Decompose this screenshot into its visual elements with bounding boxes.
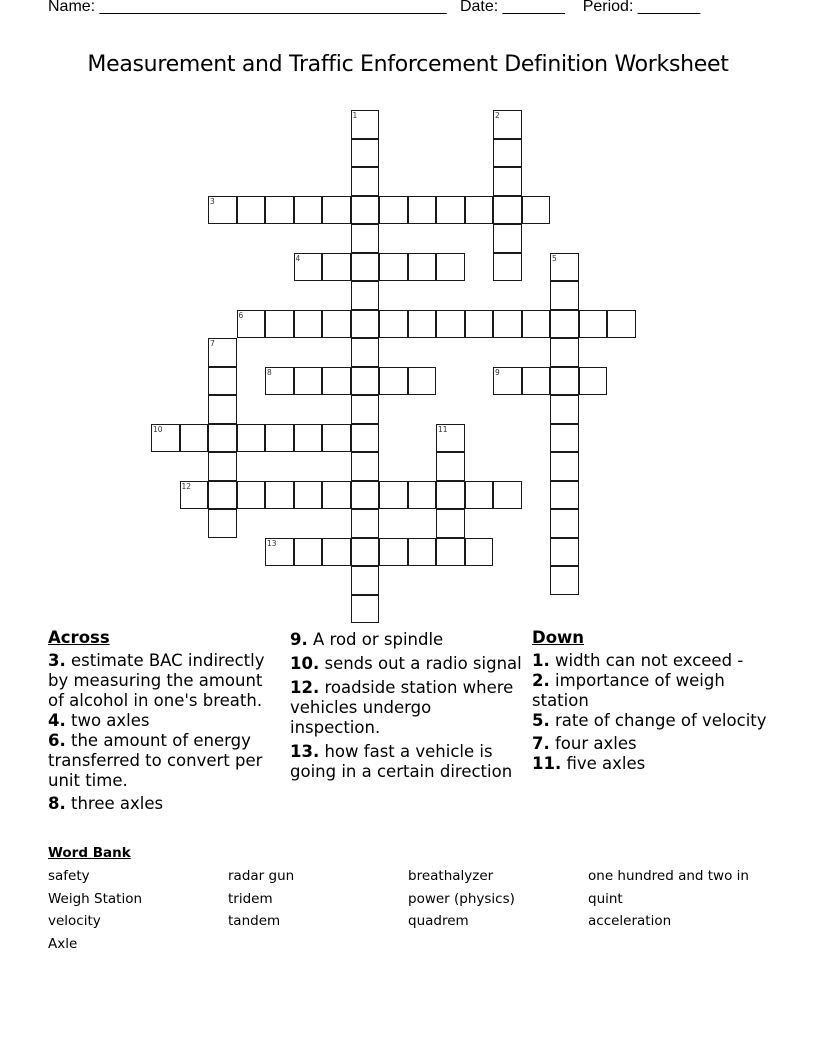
crossword-cell[interactable] — [322, 367, 351, 396]
crossword-cell[interactable] — [208, 424, 237, 453]
clue-down-5: 5. rate of change of velocity — [532, 711, 767, 730]
crossword-cell[interactable] — [436, 509, 465, 538]
crossword-cell[interactable] — [322, 538, 351, 567]
crossword-cell[interactable] — [351, 538, 380, 567]
crossword-cell[interactable] — [351, 509, 380, 538]
clue-number: 13 — [267, 538, 277, 548]
crossword-cell[interactable] — [408, 253, 437, 282]
crossword-cell[interactable] — [379, 310, 408, 339]
crossword-cell[interactable] — [522, 196, 551, 225]
word-bank-item: velocity — [48, 913, 101, 929]
word-bank-item: power (physics) — [408, 890, 515, 907]
across-clues — [48, 628, 280, 814]
crossword-cell[interactable] — [493, 310, 522, 339]
crossword-cell[interactable] — [237, 310, 266, 339]
crossword-cell[interactable] — [237, 481, 266, 510]
crossword-cell[interactable] — [351, 139, 380, 168]
crossword-cell[interactable] — [237, 196, 266, 225]
clue-down-1: 1. width can not exceed - — [532, 651, 744, 670]
word-bank-item: quadrem — [408, 913, 469, 929]
crossword-cell[interactable] — [294, 481, 323, 510]
crossword-cell[interactable] — [351, 566, 380, 595]
crossword-cell[interactable] — [322, 424, 351, 453]
crossword-cell[interactable] — [265, 196, 294, 225]
crossword-cell[interactable] — [351, 310, 380, 339]
crossword-cell[interactable] — [436, 310, 465, 339]
page-title: Measurement and Traffic Enforcement Definition Worksheet — [87, 52, 729, 77]
crossword-cell[interactable] — [151, 424, 180, 453]
crossword-cell[interactable] — [237, 424, 266, 453]
crossword-cell[interactable] — [436, 196, 465, 225]
word-bank-item: tandem — [228, 913, 281, 929]
crossword-cell[interactable] — [208, 452, 237, 481]
crossword-cell[interactable] — [550, 367, 579, 396]
down-clues — [532, 628, 772, 774]
word-bank-item: breathalyzer — [408, 868, 494, 884]
crossword-cell[interactable] — [208, 395, 237, 424]
across-heading: Across — [48, 628, 110, 647]
crossword-cell[interactable] — [351, 395, 380, 424]
crossword-cell[interactable] — [351, 481, 380, 510]
word-bank-list — [48, 867, 768, 953]
clue-down-11: 11. five axles — [532, 754, 646, 773]
word-bank-item: Axle — [48, 935, 78, 952]
crossword-cell[interactable] — [408, 310, 437, 339]
crossword-cell[interactable] — [208, 509, 237, 538]
clue-across-13: 13. how fast a vehicle is going in a certain direction — [290, 742, 513, 781]
crossword-cell[interactable] — [351, 452, 380, 481]
crossword-cell[interactable] — [607, 310, 636, 339]
crossword-cell[interactable] — [550, 538, 579, 567]
crossword-cell[interactable] — [379, 538, 408, 567]
crossword-cell[interactable] — [579, 310, 608, 339]
crossword-cell[interactable] — [379, 253, 408, 282]
clue-across-6: 6. the amount of energy transferred to convert per unit time. — [48, 731, 263, 790]
crossword-cell[interactable] — [180, 481, 209, 510]
crossword-cell[interactable] — [465, 310, 494, 339]
crossword-cell[interactable] — [351, 253, 380, 282]
crossword-cell[interactable] — [351, 338, 380, 367]
clue-across-3: 3. estimate BAC indirectly by measuring the amount of alcohol in one's breath. — [48, 651, 265, 710]
crossword-cell[interactable] — [550, 566, 579, 595]
crossword-cell[interactable] — [351, 424, 380, 453]
crossword-cell[interactable] — [351, 167, 380, 196]
crossword-cell[interactable] — [180, 424, 209, 453]
crossword-cell[interactable] — [294, 538, 323, 567]
crossword-cell[interactable] — [550, 338, 579, 367]
name-date-period-line: Name: _______________________________________ Date: _______ Period: _______ — [48, 0, 701, 15]
crossword-cell[interactable] — [351, 196, 380, 225]
clue-number: 12 — [181, 481, 192, 491]
crossword-cell[interactable] — [436, 253, 465, 282]
clue-number: 5 — [552, 253, 557, 263]
word-bank-item: Weigh Station — [48, 890, 143, 907]
crossword-cell[interactable] — [265, 310, 294, 339]
clue-down-7: 7. four axles — [532, 734, 637, 753]
down-heading: Down — [532, 628, 585, 647]
crossword-cell[interactable] — [265, 538, 294, 567]
clue-number: 11 — [438, 424, 448, 434]
word-bank-item: tridem — [228, 890, 273, 907]
crossword-cell[interactable] — [550, 509, 579, 538]
crossword-cell[interactable] — [493, 167, 522, 196]
crossword-cell[interactable] — [436, 538, 465, 567]
crossword-cell[interactable] — [265, 367, 294, 396]
crossword-cell[interactable] — [208, 196, 237, 225]
clue-number: 10 — [153, 424, 163, 434]
crossword-cell[interactable] — [408, 196, 437, 225]
crossword-cell[interactable] — [493, 196, 522, 225]
crossword-cell[interactable] — [550, 281, 579, 310]
crossword-cell[interactable] — [550, 452, 579, 481]
across-clues-continued — [290, 630, 522, 782]
crossword-cell[interactable] — [550, 481, 579, 510]
clue-across-9: 9. A rod or spindle — [290, 630, 444, 649]
crossword-cell[interactable] — [265, 481, 294, 510]
crossword-cell[interactable] — [351, 367, 380, 396]
word-bank-item: radar gun — [228, 868, 295, 884]
clue-across-4: 4. two axles — [48, 711, 150, 730]
crossword-cell[interactable] — [379, 367, 408, 396]
clue-number: 1 — [352, 111, 358, 120]
crossword-cell[interactable] — [408, 367, 437, 396]
clue-number: 8 — [267, 367, 272, 377]
crossword-cell[interactable] — [265, 424, 294, 453]
crossword-cell[interactable] — [550, 395, 579, 424]
crossword-cell[interactable] — [550, 424, 579, 453]
crossword-cell[interactable] — [208, 367, 237, 396]
crossword-cell[interactable] — [351, 224, 380, 253]
crossword-cell[interactable] — [351, 281, 380, 310]
crossword-cell[interactable] — [322, 310, 351, 339]
crossword-cell[interactable] — [351, 110, 380, 139]
crossword-cell[interactable] — [351, 595, 380, 624]
crossword-cell[interactable] — [436, 452, 465, 481]
word-bank — [48, 845, 768, 953]
crossword-cell[interactable] — [408, 538, 437, 567]
crossword-cell[interactable] — [294, 424, 323, 453]
crossword-cell[interactable] — [465, 538, 494, 567]
clue-across-10: 10. sends out a radio signal — [290, 654, 522, 673]
clue-number: 6 — [238, 310, 244, 320]
crossword-cell[interactable] — [208, 481, 237, 510]
crossword-cell[interactable] — [379, 481, 408, 510]
crossword-cell[interactable] — [493, 367, 522, 396]
crossword-cell[interactable] — [436, 481, 465, 510]
crossword-cell[interactable] — [579, 367, 608, 396]
crossword-cell[interactable] — [550, 310, 579, 339]
crossword-cell[interactable] — [550, 253, 579, 282]
word-bank-item: one hundred and two in — [588, 868, 749, 884]
clue-number: 9 — [495, 367, 500, 377]
crossword-cell[interactable] — [522, 367, 551, 396]
word-bank-title: Word Bank — [48, 845, 131, 861]
crossword-cell[interactable] — [322, 253, 351, 282]
crossword-cell[interactable] — [294, 253, 323, 282]
crossword-cell[interactable] — [436, 424, 465, 453]
word-bank-item: safety — [48, 868, 90, 884]
crossword-cell[interactable] — [465, 481, 494, 510]
crossword-cell[interactable] — [322, 481, 351, 510]
clue-down-2: 2. importance of weigh station — [532, 671, 725, 710]
clue-number: 2 — [495, 111, 500, 120]
crossword-cell[interactable] — [408, 481, 437, 510]
clue-across-12: 12. roadside station where vehicles undergo inspection. — [290, 678, 514, 737]
crossword-cell[interactable] — [493, 139, 522, 168]
crossword-cell[interactable] — [493, 110, 522, 139]
crossword-cell[interactable] — [294, 196, 323, 225]
clue-across-8: 8. three axles — [48, 794, 164, 813]
crossword-cell[interactable] — [294, 310, 323, 339]
crossword-cell[interactable] — [493, 481, 522, 510]
word-bank-item: acceleration — [588, 913, 672, 929]
crossword-cell[interactable] — [522, 310, 551, 339]
clue-number: 4 — [295, 253, 301, 263]
crossword-cell[interactable] — [208, 338, 237, 367]
crossword-cell[interactable] — [379, 196, 408, 225]
clue-number: 3 — [210, 196, 215, 206]
crossword-cell[interactable] — [493, 224, 522, 253]
crossword-cell[interactable] — [493, 253, 522, 282]
crossword-cell[interactable] — [322, 196, 351, 225]
crossword-cell[interactable] — [294, 367, 323, 396]
word-bank-item: quint — [588, 890, 623, 907]
crossword-cell[interactable] — [465, 196, 494, 225]
clue-number: 7 — [210, 339, 215, 348]
